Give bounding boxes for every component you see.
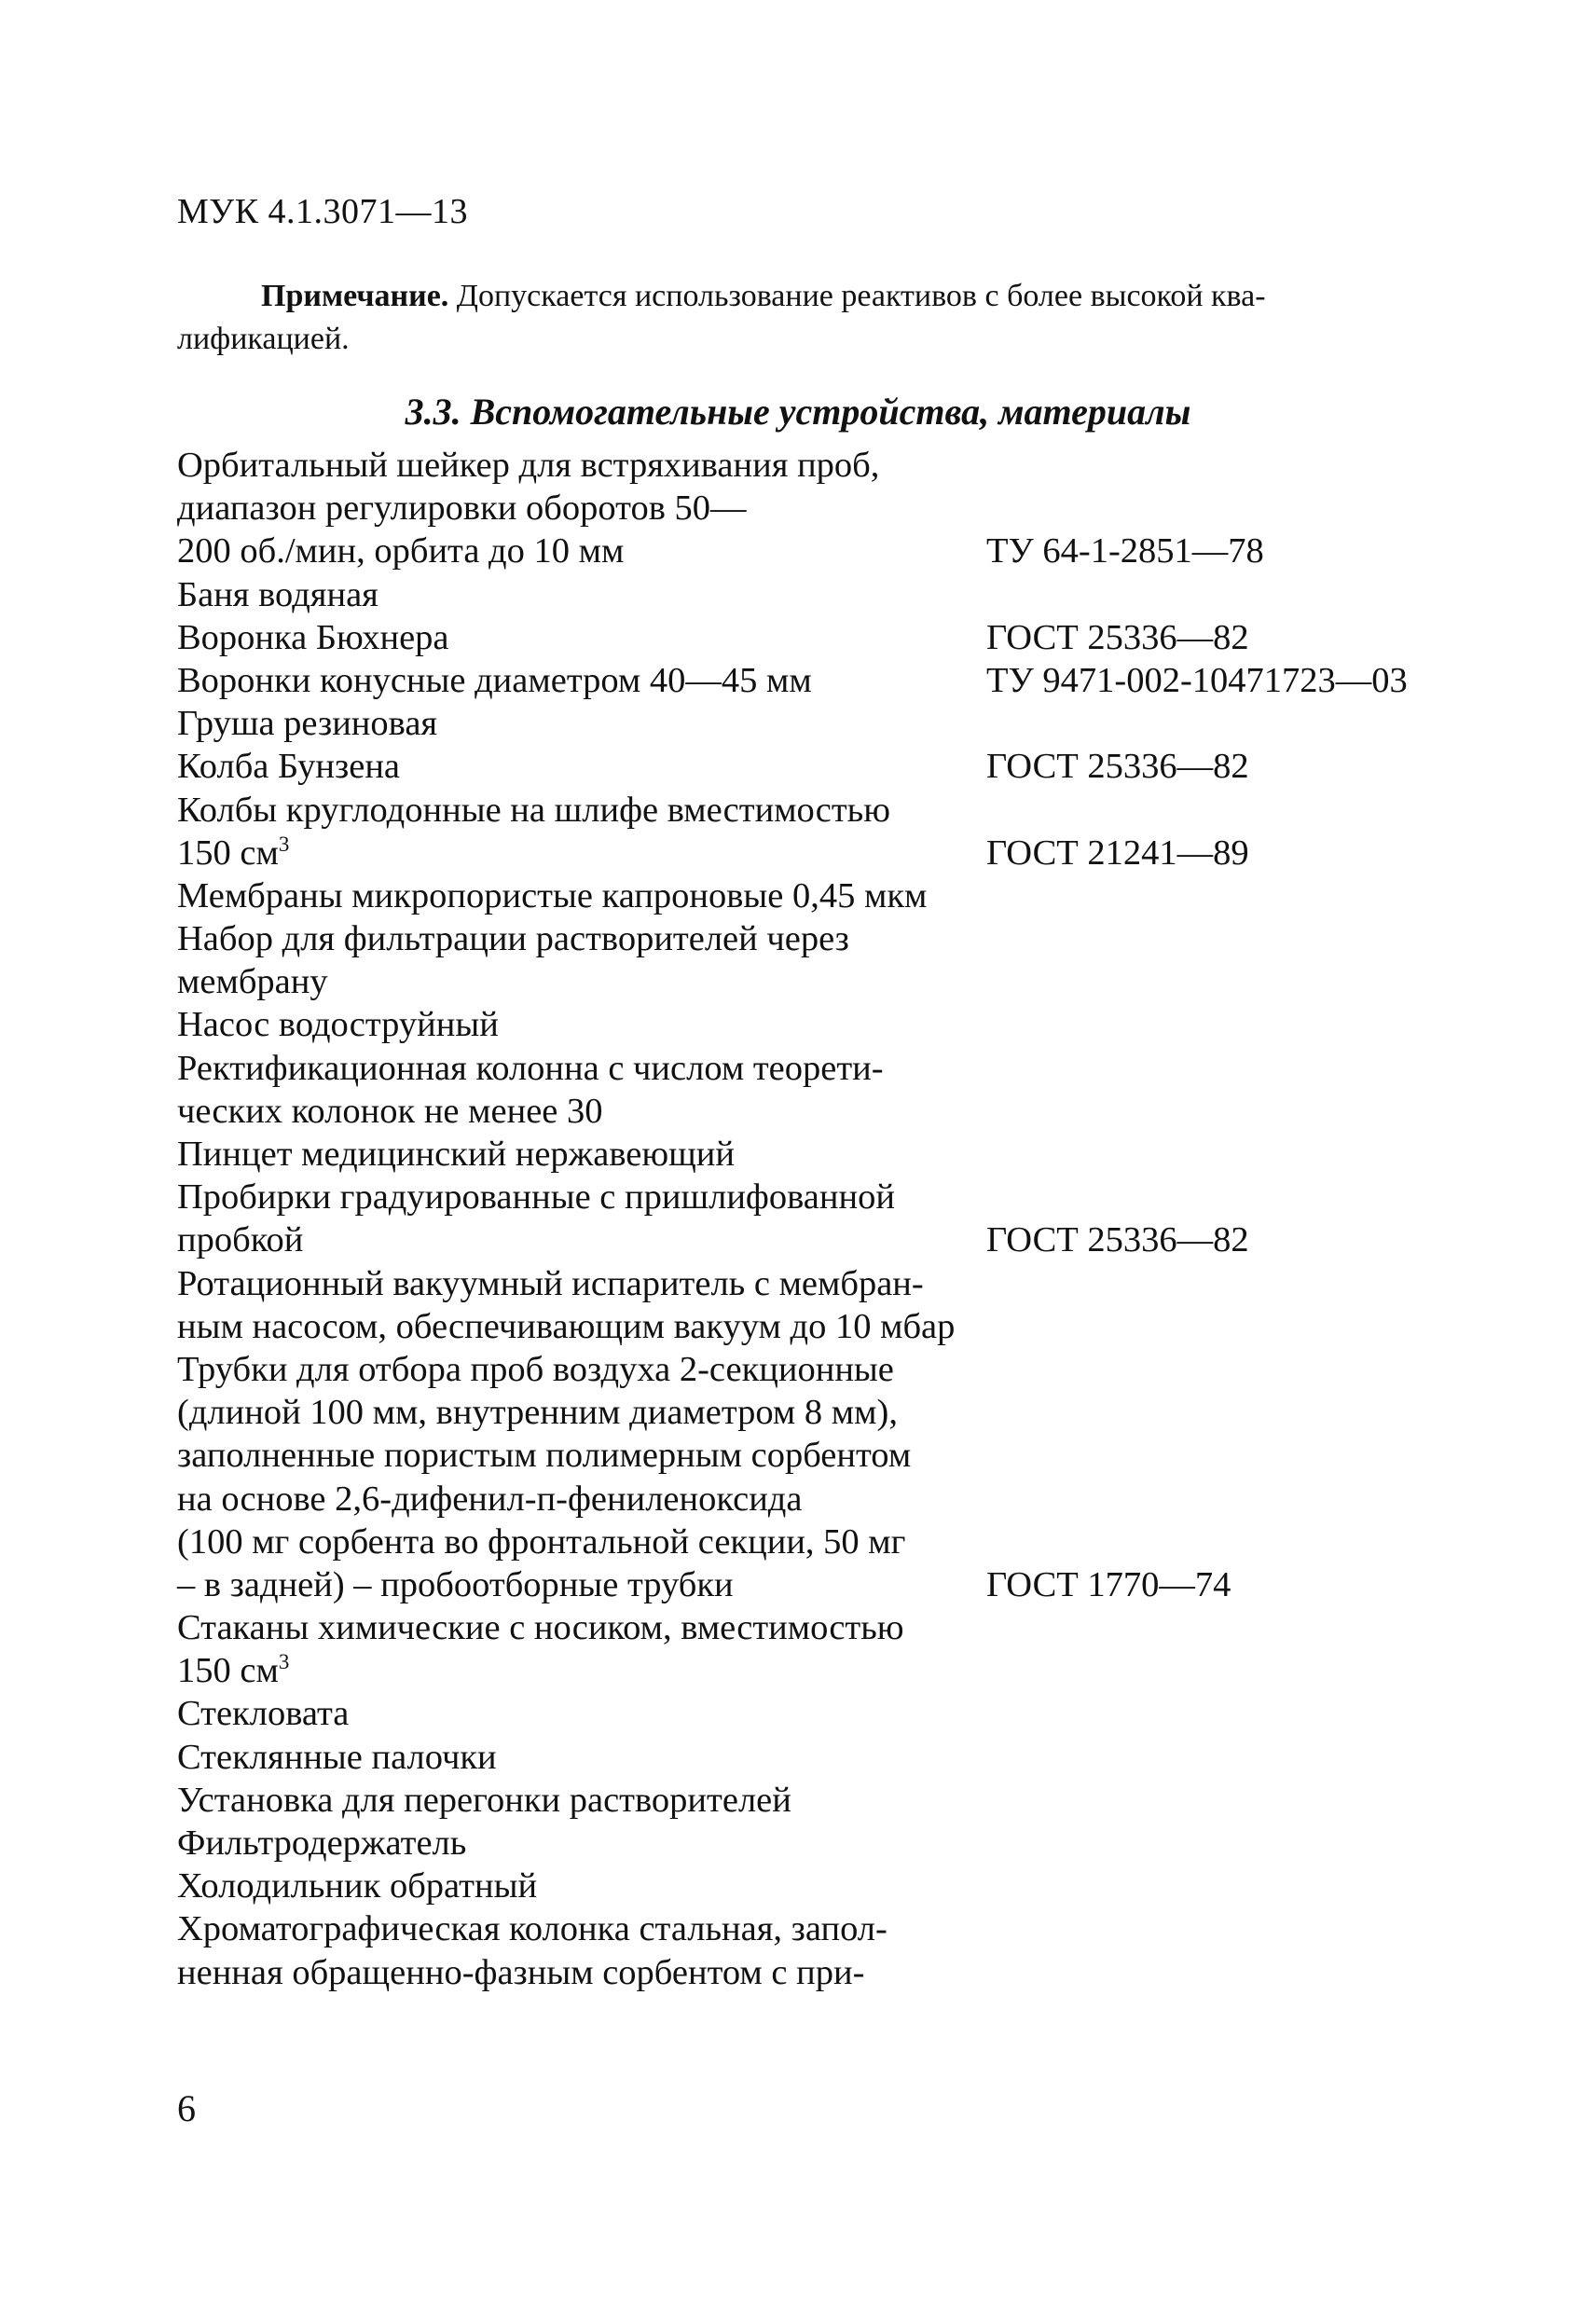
item-name: 200 об./мин, орбита до 10 мм [177,531,625,571]
note-paragraph [177,275,1408,361]
list-item [177,1692,1482,1735]
item-name: Воронка Бюхнера [177,617,449,657]
note-label: Примечание. [261,279,449,313]
list-item [177,444,1482,487]
item-name: Пробирки градуированные с пришлифованной [177,1177,895,1218]
superscript: 3 [278,831,290,856]
item-standard: ГОСТ 1770—74 [986,1564,1231,1604]
equipment-list [177,444,1482,1994]
list-item [177,1176,1482,1218]
item-standard: ГОСТ 21241—89 [986,833,1249,873]
list-item [177,1305,1482,1348]
item-name: Колбы круглодонные на шлифе вместимостью [177,790,890,830]
item-name: Ректификационная колонна с числом теорети- [177,1048,884,1088]
item-standard: ГОСТ 25336—82 [986,747,1249,787]
list-item [177,789,1482,832]
list-item [177,1951,1482,1994]
list-item [177,616,1482,659]
item-name: Пинцет медицинский нержавеющий [177,1135,736,1174]
section-title: 3.3. Вспомогательные устройства, материалы [405,391,1191,433]
item-name: ным насосом, обеспечивающим вакуум до 10 мбар [177,1306,956,1346]
item-name: Мембраны микропористые капроновые 0,45 мкм [177,875,928,915]
list-item [177,1907,1482,1950]
item-name: (100 мг сорбента во фронтальной секции, 50 мг [177,1521,906,1562]
list-item [177,960,1482,1003]
item-name: Воронки конусные диаметром 40—45 мм [177,660,812,700]
list-item [177,1434,1482,1477]
list-item [177,832,1482,874]
item-name: – в задней) – пробоотборные трубки [177,1564,734,1604]
item-name: заполненные пористым полимерным сорбентом [177,1436,912,1476]
list-item [177,530,1482,572]
item-name: Хроматографическая колонка стальная, запол- [177,1909,887,1949]
list-item [177,1391,1482,1434]
item-name: на основе 2,6-дифенил-п-фениленоксида [177,1479,803,1519]
item-name: Установка для перегонки растворителей [177,1780,791,1820]
item-name: Трубки для отбора проб воздуха 2-секционные [177,1349,894,1389]
note-text-continuation: лификацией. [177,322,350,356]
item-name: Орбитальный шейкер для встряхивания проб, [177,446,880,485]
item-name: Баня водяная [177,574,378,614]
item-standard: ГОСТ 25336—82 [986,617,1249,657]
item-standard: ТУ 9471-002-10471723—03 [986,660,1408,700]
list-item [177,874,1482,917]
item-name: Набор для фильтрации растворителей через [177,919,849,959]
list-item [177,1606,1482,1649]
list-item [177,1047,1482,1090]
list-item [177,573,1482,616]
list-item [177,659,1482,702]
page-number: 6 [177,2087,196,2129]
item-standard: ГОСТ 25336—82 [986,1220,1249,1260]
item-name: Стекловата [177,1694,350,1734]
list-item [177,745,1482,788]
item-name: Насос водоструйный [177,1005,499,1045]
list-item [177,1133,1482,1176]
list-item [177,1218,1482,1261]
item-name: Фильтродержатель [177,1823,467,1863]
item-name: Стаканы химические с носиком, вместимостью [177,1608,904,1648]
item-name: Холодильник обратный [177,1866,538,1906]
note-text: Допускается использование реактивов с более высокой ква- [448,279,1266,313]
list-item [177,1003,1482,1046]
item-name: Колба Бунзена [177,747,401,787]
item-name: Стеклянные палочки [177,1737,497,1777]
item-name: Ротационный вакуумный испаритель с мембран- [177,1263,924,1303]
list-item [177,1736,1482,1779]
item-name: мембрану [177,962,328,1002]
list-item [177,1262,1482,1305]
item-name: 150 $см^3$ [177,1649,290,1691]
item-name: диапазон регулировки оборотов 50— [177,489,747,529]
item-name: Груша резиновая [177,704,438,744]
list-item [177,1478,1482,1521]
item-name: пробкой [177,1220,304,1260]
item-name: ческих колонок не менее 30 [177,1091,603,1131]
item-standard: ТУ 64-1-2851—78 [986,531,1264,571]
list-item [177,1779,1482,1822]
list-item [177,1865,1482,1907]
list-item [177,1521,1482,1563]
list-item [177,702,1482,745]
list-item [177,1822,1482,1865]
list-item [177,917,1482,960]
list-item [177,487,1482,530]
list-item [177,1649,1482,1692]
list-item [177,1348,1482,1391]
document-code: МУК 4.1.3071—13 [177,192,469,231]
item-name: (длиной 100 мм, внутренним диаметром 8 мм), [177,1393,898,1433]
superscript: 3 [278,1649,290,1674]
item-name: ненная обращенно-фазным сорбентом с при- [177,1952,865,1992]
list-item [177,1563,1482,1606]
list-item [177,1090,1482,1133]
item-name: 150 $см^3$ [177,831,290,873]
